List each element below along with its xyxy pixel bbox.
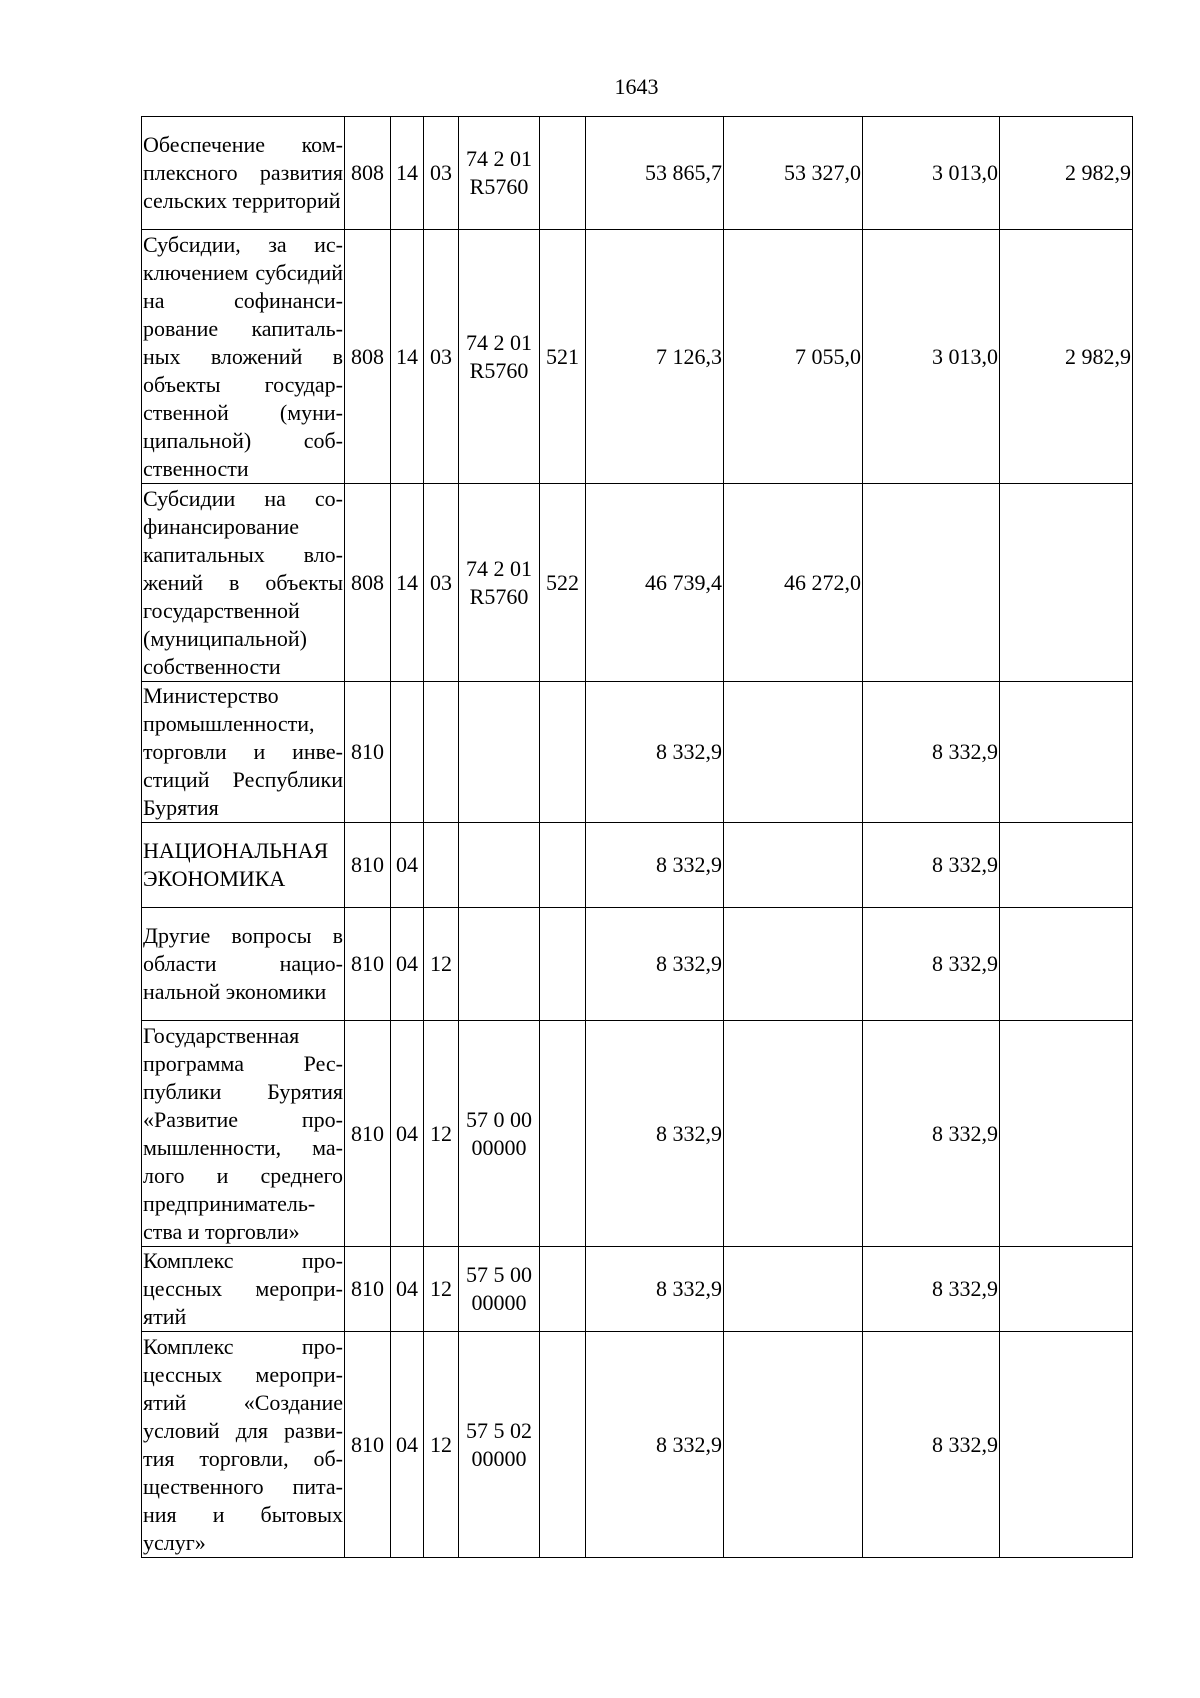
amount-cell-3: 8 332,9 [863,823,1000,908]
budget-table [141,116,1133,1558]
amount-cell-1: 8 332,9 [586,1247,724,1332]
subsection-code-cell: 12 [424,1332,459,1558]
amount-cell-1: 8 332,9 [586,823,724,908]
amount-cell-4 [1000,823,1133,908]
expense-type-cell [540,1332,586,1558]
amount-cell-2: 46 272,0 [724,484,863,682]
table-row [142,682,1133,823]
amount-cell-2 [724,908,863,1021]
amount-cell-4 [1000,1332,1133,1558]
subsection-code-cell: 12 [424,908,459,1021]
ministry-code-cell: 808 [345,230,391,484]
program-code-part-1: 57 0 00 [466,1106,532,1132]
program-code-cell [459,1247,540,1332]
program-code-part-1: 57 5 02 [466,1417,532,1443]
amount-cell-3: 8 332,9 [863,1247,1000,1332]
program-code-part-1: 74 2 01 [466,555,532,581]
table-row [142,117,1133,230]
subsection-code-cell: 03 [424,230,459,484]
program-code-cell [459,823,540,908]
program-code-part-2: R5760 [469,357,529,383]
amount-cell-3: 8 332,9 [863,1332,1000,1558]
program-code-cell [459,1332,540,1558]
amount-cell-1: 7 126,3 [586,230,724,484]
amount-cell-3 [863,484,1000,682]
program-code-cell [459,230,540,484]
subsection-code-cell: 03 [424,484,459,682]
amount-cell-3: 8 332,9 [863,908,1000,1021]
expense-type-cell [540,823,586,908]
amount-cell-2 [724,1247,863,1332]
ministry-code-cell: 810 [345,1021,391,1247]
table-row [142,908,1133,1021]
section-code-cell: 04 [391,908,424,1021]
expense-type-cell [540,908,586,1021]
section-code-cell: 14 [391,230,424,484]
section-code-cell: 14 [391,484,424,682]
subsection-code-cell [424,823,459,908]
program-code-part-2: 00000 [471,1290,527,1315]
amount-cell-1: 46 739,4 [586,484,724,682]
subsection-code-cell: 03 [424,117,459,230]
table-row [142,1247,1133,1332]
subsection-code-cell: 12 [424,1021,459,1247]
amount-cell-4: 2 982,9 [1000,230,1133,484]
table-row [142,484,1133,682]
expense-name-cell: Субсидии, за исключением субсидий на софинансирование капитальных вложений в объекты государственной (муниципальной) собственности [142,230,345,484]
amount-cell-2: 7 055,0 [724,230,863,484]
amount-cell-4 [1000,1021,1133,1247]
amount-cell-1: 8 332,9 [586,682,724,823]
amount-cell-4 [1000,682,1133,823]
section-code-cell: 04 [391,1021,424,1247]
program-code-part-1: 74 2 01 [466,329,532,355]
ministry-code-cell: 810 [345,908,391,1021]
amount-cell-1: 8 332,9 [586,1021,724,1247]
amount-cell-3: 3 013,0 [863,230,1000,484]
expense-name-cell: Комплекс процессных мероприятий [142,1247,345,1332]
amount-cell-2 [724,682,863,823]
amount-cell-1: 53 865,7 [586,117,724,230]
expense-type-cell [540,1247,586,1332]
amount-cell-4: 2 982,9 [1000,117,1133,230]
ministry-code-cell: 810 [345,1247,391,1332]
expense-type-cell: 522 [540,484,586,682]
program-code-part-2: 00000 [471,1445,527,1471]
program-code-cell [459,908,540,1021]
program-code-part-1: 74 2 01 [466,146,532,171]
amount-cell-4 [1000,484,1133,682]
table-row [142,230,1133,484]
subsection-code-cell: 12 [424,1247,459,1332]
program-code-part-2: 00000 [471,1134,527,1160]
program-code-part-2: R5760 [469,174,529,199]
ministry-code-cell: 810 [345,823,391,908]
expense-name-cell: Государственная программа Республики Бурятия «Развитие промышленности, малого и среднего предпринимательства и торговли» [142,1021,345,1247]
expense-name-cell: Обеспечение комплексного развития сельских территорий [142,117,345,230]
amount-cell-4 [1000,1247,1133,1332]
section-code-cell: 04 [391,823,424,908]
expense-type-cell [540,682,586,823]
amount-cell-3: 3 013,0 [863,117,1000,230]
ministry-code-cell: 808 [345,484,391,682]
program-code-part-2: R5760 [469,583,529,609]
amount-cell-1: 8 332,9 [586,908,724,1021]
expense-type-cell: 521 [540,230,586,484]
expense-name-cell: Министерство промышленности, торговли и инвестиций Республики Бурятия [142,682,345,823]
expense-name-cell: НАЦИОНАЛЬНАЯ ЭКОНОМИКА [142,823,345,908]
amount-cell-2 [724,823,863,908]
program-code-cell [459,484,540,682]
amount-cell-2 [724,1332,863,1558]
page-number: 1643 [614,74,659,99]
amount-cell-4 [1000,908,1133,1021]
ministry-code-cell: 810 [345,682,391,823]
amount-cell-3: 8 332,9 [863,1021,1000,1247]
program-code-cell [459,1021,540,1247]
expense-type-cell [540,1021,586,1247]
amount-cell-1: 8 332,9 [586,1332,724,1558]
program-code-part-1: 57 5 00 [466,1262,532,1287]
section-code-cell: 04 [391,1332,424,1558]
amount-cell-2: 53 327,0 [724,117,863,230]
expense-name-cell: Другие вопросы в области национальной экономики [142,908,345,1021]
section-code-cell: 14 [391,117,424,230]
expense-name-cell: Субсидии на софинансирование капитальных вложений в объекты государственной (муниципальной) собственности [142,484,345,682]
section-code-cell [391,682,424,823]
amount-cell-2 [724,1021,863,1247]
amount-cell-3: 8 332,9 [863,682,1000,823]
ministry-code-cell: 808 [345,117,391,230]
ministry-code-cell: 810 [345,1332,391,1558]
subsection-code-cell [424,682,459,823]
program-code-cell [459,117,540,230]
expense-name-cell: Комплекс процессных мероприятий «Создание условий для развития торговли, общественного питания и бытовых услуг» [142,1332,345,1558]
section-code-cell: 04 [391,1247,424,1332]
table-row [142,823,1133,908]
program-code-cell [459,682,540,823]
table-row [142,1332,1133,1558]
expense-type-cell [540,117,586,230]
table-row [142,1021,1133,1247]
